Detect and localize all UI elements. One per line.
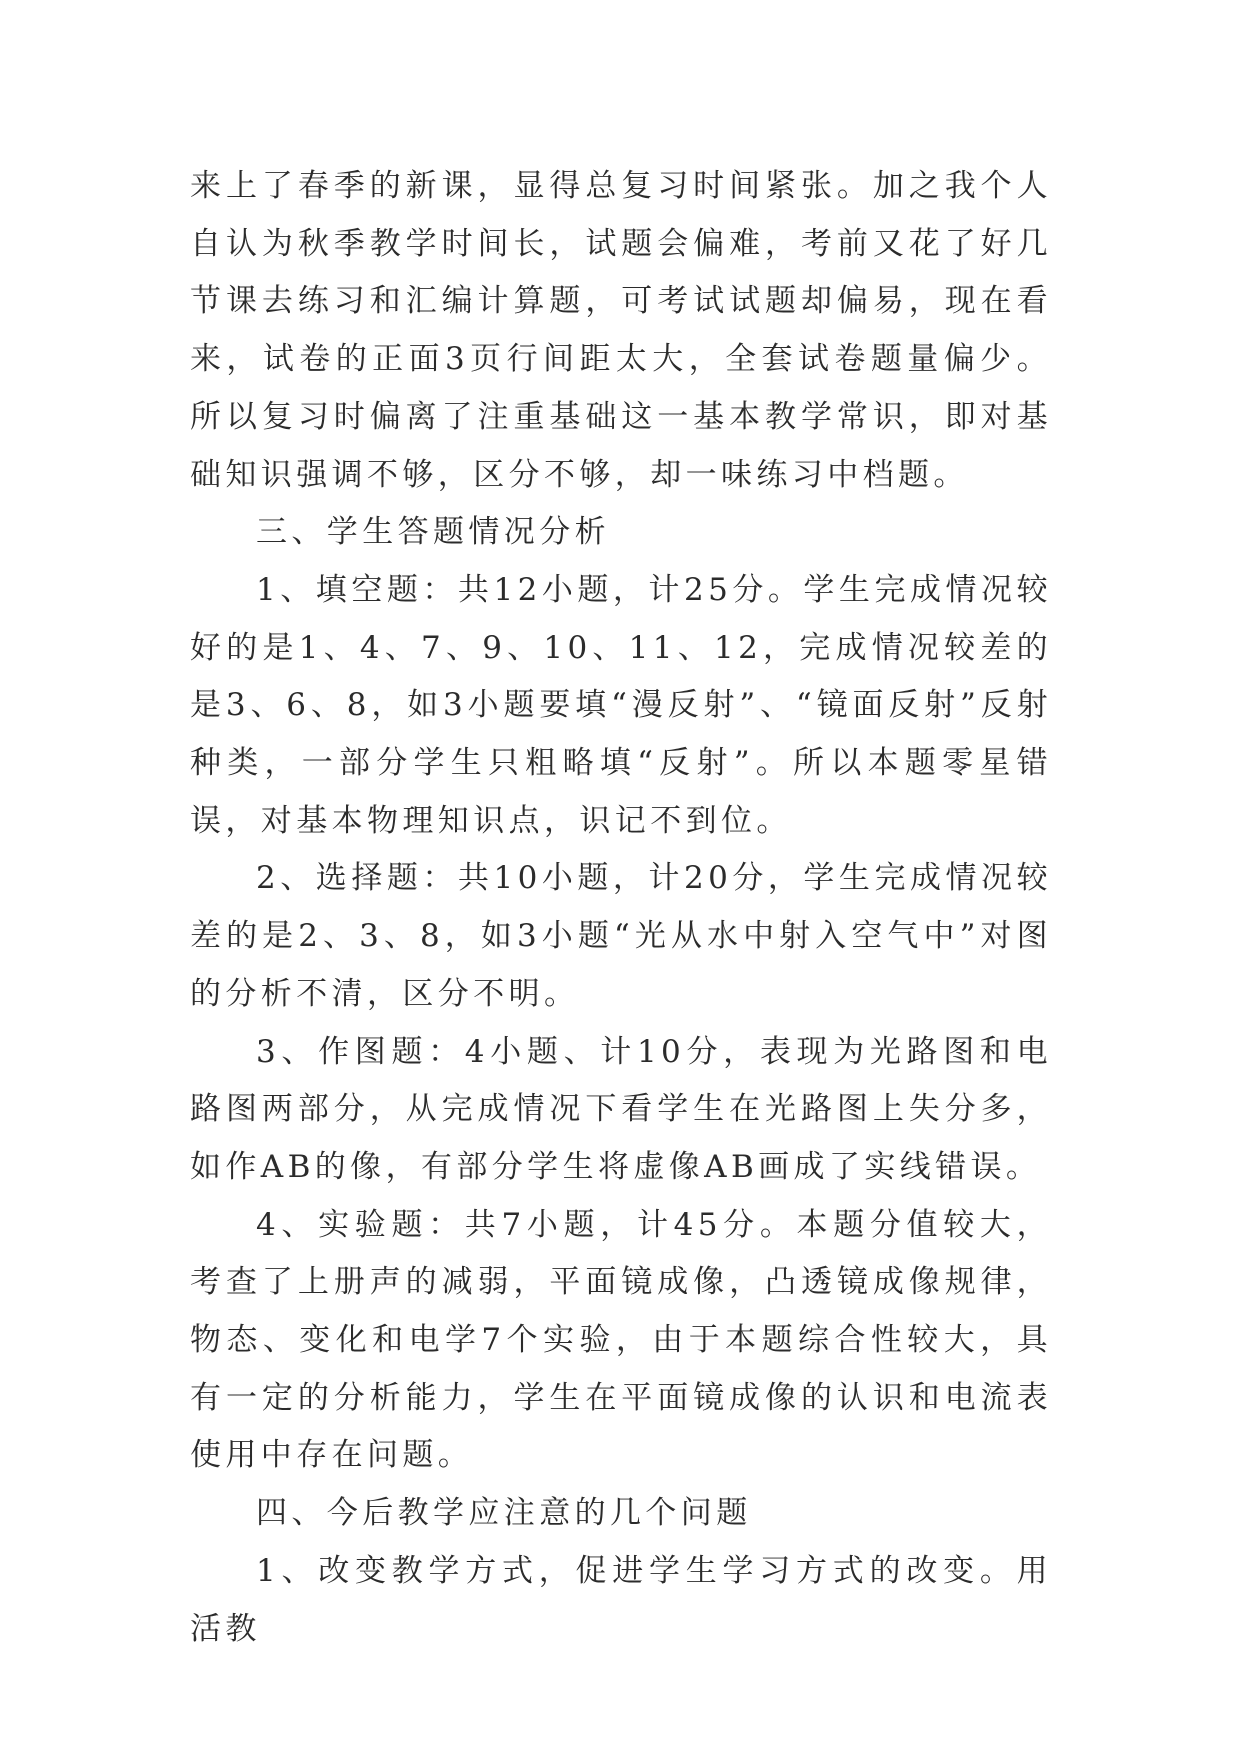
paragraph-fill-in-blank: 1、填空题：共12小题，计25分。学生完成情况较好的是1、4、7、9、10、11、12，完成情况较差的是3、6、8，如3小题要填“漫反射”、“镜面反射”反射种类，一部分学生只粗略填“反射”。所以本题零星错误，对基本物理知识点，识记不到位。	[190, 571, 1052, 839]
section-heading-future-teaching: 四、今后教学应注意的几个问题	[256, 1495, 752, 1532]
document-body	[190, 158, 1052, 1658]
paragraph-teaching-method: 1、改变教学方式，促进学生学习方式的改变。用活教	[190, 1552, 1052, 1647]
paragraph-experiment-questions: 4、实验题：共7小题，计45分。本题分值较大，考查了上册声的减弱，平面镜成像，凸透镜成像规律，物态、变化和电学7个实验，由于本题综合性较大，具有一定的分析能力，学生在平面镜成像的认识和电流表使用中存在问题。	[190, 1206, 1052, 1474]
section-heading-answer-analysis: 三、学生答题情况分析	[256, 514, 610, 551]
paragraph-drawing-questions: 3、作图题：4小题、计10分，表现为光路图和电路图两部分，从完成情况下看学生在光路图上失分多，如作AB的像，有部分学生将虚像AB画成了实线错误。	[190, 1033, 1052, 1185]
paragraph-multiple-choice: 2、选择题：共10小题，计20分，学生完成情况较差的是2、3、8，如3小题“光从水中射入空气中”对图的分析不清，区分不明。	[190, 860, 1052, 1012]
paragraph-review-time: 来上了春季的新课，显得总复习时间紧张。加之我个人自认为秋季教学时间长，试题会偏难，考前又花了好几节课去练习和汇编计算题，可考试试题却偏易，现在看来，试卷的正面3页行间距太大，全套试卷题量偏少。所以复习时偏离了注重基础这一基本教学常识，即对基础知识强调不够，区分不够，却一味练习中档题。	[190, 168, 1052, 493]
